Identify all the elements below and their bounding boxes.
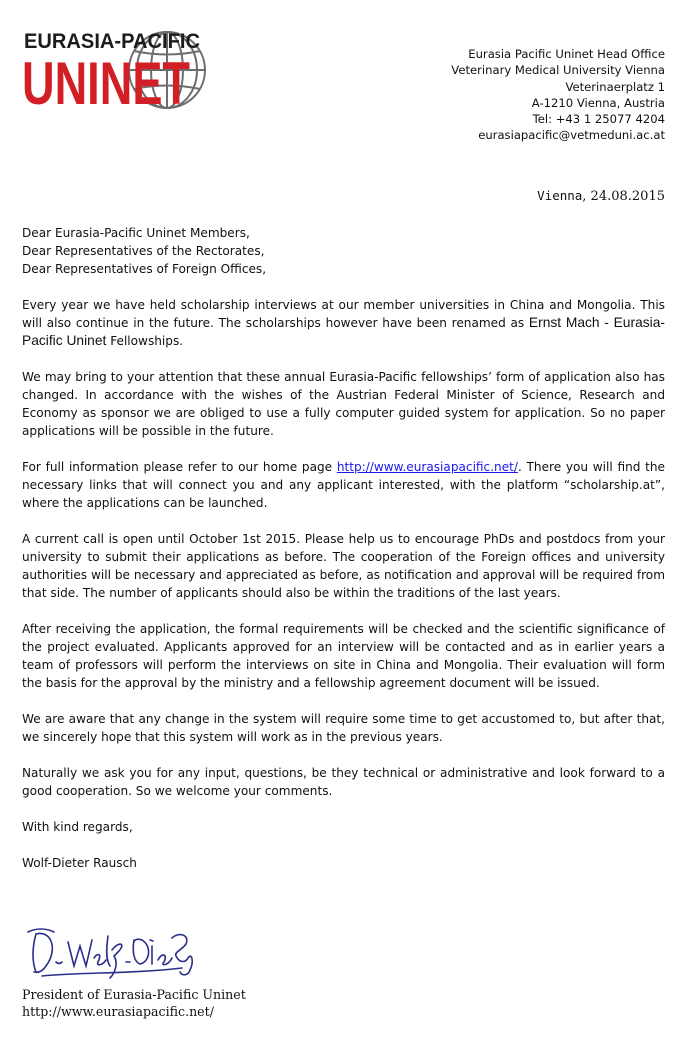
salutation-line: Dear Representatives of Foreign Offices, [22, 262, 267, 276]
logo-bottom-text: UNINET [22, 50, 190, 117]
paragraph-homepage [22, 458, 665, 512]
address-email: eurasiapacific@vetmeduni.ac.at [478, 128, 665, 143]
address-line: Eurasia Pacific Uninet Head Office [468, 47, 665, 61]
date-value: , 24.08.2015 [582, 189, 665, 204]
paragraph-input: Naturally we ask you for any input, questions, be they technical or administrative and look forward to a good cooperation. So we welcome your comments. [22, 766, 665, 798]
signer-name: Wolf-Dieter Rausch [22, 856, 137, 870]
date-city: Vienna [537, 188, 583, 203]
paragraph-text: . There you will find the necessary links that will connect you and any applicant interested, with the platform “scholarship.at”, where the applications can be launched. [22, 460, 665, 510]
eurasia-pacific-uninet-logo [22, 18, 212, 117]
logo-top-text: EURASIA-PACIFIC [24, 29, 200, 53]
address-line: Tel: +43 1 25077 4204 [532, 112, 665, 127]
closing-regards: With kind regards, [22, 820, 133, 834]
signer-website: http://www.eurasiapacific.net/ [22, 1004, 214, 1019]
paragraph-application-change: We may bring to your attention that these annual Eurasia-Pacific fellowships’ form of application also has changed. In accordance with the wishes of the Austrian Federal Minister of Science, Research and Economy as sponsor we are obliged to use a fully computer guided system for application. So no paper applications will be possible in the future. [22, 370, 665, 438]
homepage-link[interactable]: http://www.eurasiapacific.net/ [336, 460, 518, 474]
closing [22, 818, 665, 872]
paragraph-text: Fellowships. [106, 334, 184, 348]
salutation-line: Dear Representatives of the Rectorates, [22, 244, 265, 258]
salutation [22, 224, 665, 278]
paragraph-scholarships [22, 296, 665, 350]
sender-address [451, 46, 665, 144]
salutation-line: Dear Eurasia-Pacific Uninet Members, [22, 226, 250, 240]
paragraph-system-change: We are aware that any change in the system will require some time to get accustomed to, but after that, we sincerely hope that this system will work as in the previous years. [22, 712, 665, 744]
address-line: A-1210 Vienna, Austria [531, 95, 665, 110]
program-name: Ernst Mach - Eurasia-Pacific Uninet [22, 315, 665, 348]
signer-title: President of Eurasia-Pacific Uninet [22, 987, 246, 1002]
letter-date [537, 188, 665, 205]
letter-body [22, 224, 665, 872]
paragraph-evaluation: After receiving the application, the formal requirements will be checked and the scientific significance of the project evaluated. Applicants approved for an interview will be contacted and as in earlier years a team of professors will perform the interviews on site in China and Mongolia. Their evaluation will form the basis for the approval by the ministry and a fellowship agreement document will be issued. [22, 622, 665, 690]
address-line: Veterinary Medical University Vienna [451, 63, 665, 78]
signer-block [22, 986, 246, 1020]
paragraph-text: For full information please refer to our home page [22, 460, 337, 474]
address-line: Veterinaerplatz 1 [565, 79, 665, 94]
paragraph-current-call: A current call is open until October 1st 2015. Please help us to encourage PhDs and postdocs from your university to submit their applications as before. The cooperation of the Foreign offices and university authorities will be necessary and appreciated as before, as notification and approval will be required from that side. The number of applicants should also be within the traditions of the last years. [22, 532, 665, 600]
handwritten-signature [22, 922, 197, 984]
signature-text: Dr. Wolf-Dieter Rausch [22, 922, 34, 923]
paragraph-text: Every year we have held scholarship interviews at our member universities in China and Mongolia. This will also continue in the future. The scholarships however have been renamed as [22, 298, 665, 330]
